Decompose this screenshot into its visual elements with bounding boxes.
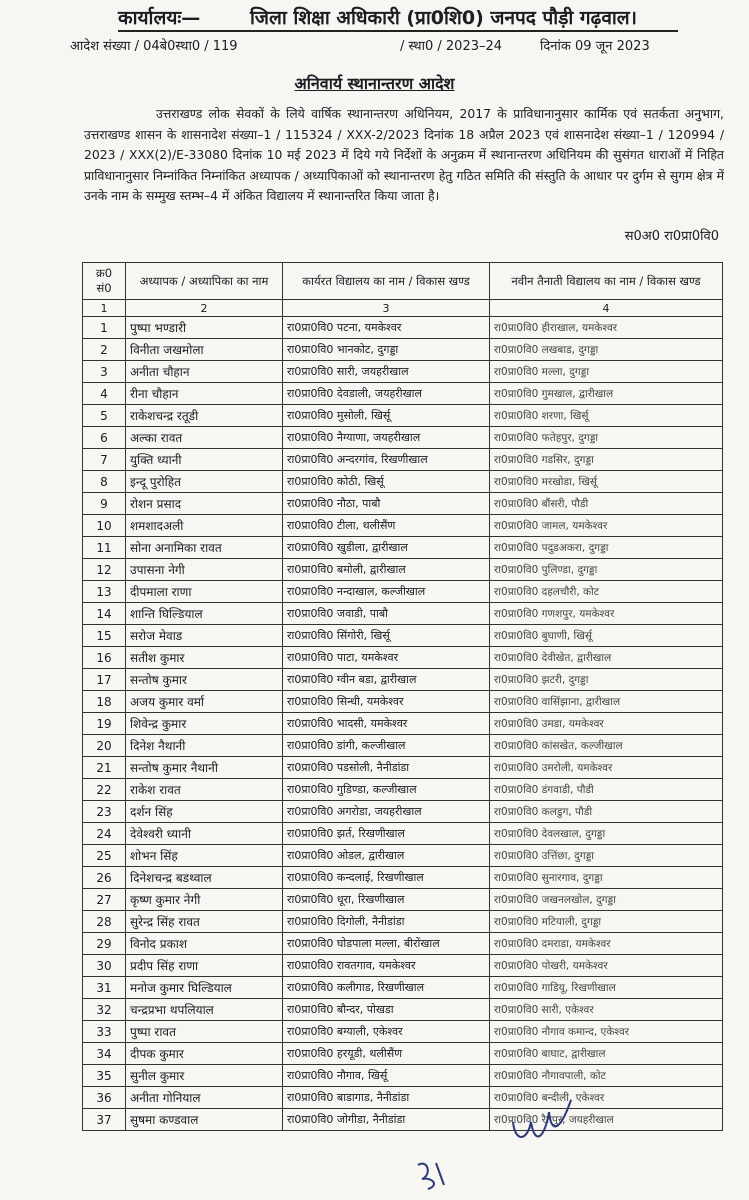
new-school-cell: रा0प्रा0वि0 लखबाड, दुगड्डा	[490, 339, 723, 361]
table-row	[83, 691, 723, 713]
new-school-cell: रा0प्रा0वि0 गाडियू, रिखणीखाल	[490, 977, 723, 999]
teacher-name-cell: अजय कुमार वर्मा	[126, 691, 283, 713]
teacher-name-cell: विनोद प्रकाश	[126, 933, 283, 955]
teacher-name-cell: अनीता गोनियाल	[126, 1087, 283, 1109]
teacher-name-cell: सन्तोष कुमार नैथानी	[126, 757, 283, 779]
serial-cell: 34	[83, 1043, 126, 1065]
new-school-cell: रा0प्रा0वि0 कांसखेत, कल्जीखाल	[490, 735, 723, 757]
order-number: आदेश संख्या / 04बे0स्था0 / 119	[70, 39, 238, 54]
current-school-cell: रा0प्रा0वि0 बाडागाड, नैनीडांडा	[283, 1087, 490, 1109]
teacher-name-cell: सोना अनामिका रावत	[126, 537, 283, 559]
current-school-cell: रा0प्रा0वि0 दिगोली, नैनीडांडा	[283, 911, 490, 933]
serial-cell: 19	[83, 713, 126, 735]
teacher-name-cell: सतीश कुमार	[126, 647, 283, 669]
column-index: 1	[83, 300, 126, 317]
teacher-name-cell: सरोज मेवाड	[126, 625, 283, 647]
order-paragraph: उत्तराखण्ड लोक सेवकों के लिये वार्षिक स्थानान्तरण अधिनियम, 2017 के प्राविधानानुसार कार्मिक एवं सतर्कता अनुभाग, उत्तराखण्ड शासन के शासनादेश संख्या–1 / 115324 / XXX-2/2023 दिनांक 18 अप्रैल 2023 एवं शासनादेश संख्या–1 / 120994 / 2023 / XXX(2)/E-33080 दिनांक 10 मई 2023 में दिये गये निर्देशों के अनुक्रम में स्थानान्तरण अधिनियम की सुसंगत धाराओं में निहित प्राविधानानुसार निम्नांकित निम्नांकित अध्यापक / अध्यापिकाओं को स्थानान्तरण हेतु गठित समिति की संस्तुति के आधार पर दुर्गम से सुगम क्षेत्र में उनके नाम के सम्मुख स्तम्भ–4 में अंकित विद्यालय में स्थानान्तरित किया जाता है।	[84, 106, 724, 203]
current-school-cell: रा0प्रा0वि0 हरयूडी, थलीसैंण	[283, 1043, 490, 1065]
current-school-cell: रा0प्रा0वि0 नैग्याणा, जयहरीखाल	[283, 427, 490, 449]
current-school-cell: रा0प्रा0वि0 जोगीडा, नैनीडांडा	[283, 1109, 490, 1131]
serial-cell: 2	[83, 339, 126, 361]
table-row	[83, 779, 723, 801]
teacher-name-cell: शोभन सिंह	[126, 845, 283, 867]
table-row	[83, 845, 723, 867]
teacher-name-cell: शमशादअली	[126, 515, 283, 537]
new-school-cell: रा0प्रा0वि0 वासिंझाना, द्वारीखाल	[490, 691, 723, 713]
serial-cell: 21	[83, 757, 126, 779]
serial-cell: 32	[83, 999, 126, 1021]
current-school-cell: रा0प्रा0वि0 भानकोट, दुगड्डा	[283, 339, 490, 361]
header-serial: क्र0 सं0	[83, 263, 126, 300]
serial-cell: 29	[83, 933, 126, 955]
table-row	[83, 1087, 723, 1109]
serial-cell: 37	[83, 1109, 126, 1131]
teacher-name-cell: इन्दू पुरोहित	[126, 471, 283, 493]
new-school-cell: रा0प्रा0वि0 उत्तिंछा, दुगड्डा	[490, 845, 723, 867]
current-school-cell: रा0प्रा0वि0 मुसोली, खिर्सू	[283, 405, 490, 427]
current-school-cell: रा0प्रा0वि0 खुडीला, द्वारीखाल	[283, 537, 490, 559]
current-school-cell: रा0प्रा0वि0 टीला, थलीसैंण	[283, 515, 490, 537]
serial-cell: 15	[83, 625, 126, 647]
serial-cell: 27	[83, 889, 126, 911]
teacher-name-cell: राकेश रावत	[126, 779, 283, 801]
serial-cell: 36	[83, 1087, 126, 1109]
new-school-cell: रा0प्रा0वि0 बाघाट, द्वारीखाल	[490, 1043, 723, 1065]
serial-cell: 28	[83, 911, 126, 933]
teacher-name-cell: कृष्ण कुमार नेगी	[126, 889, 283, 911]
teacher-name-cell: प्रदीप सिंह राणा	[126, 955, 283, 977]
serial-cell: 20	[83, 735, 126, 757]
teacher-name-cell: सुषमा कण्डवाल	[126, 1109, 283, 1131]
table-row	[83, 471, 723, 493]
teacher-name-cell: दिनेश नैथानी	[126, 735, 283, 757]
current-school-cell: रा0प्रा0वि0 देवडाली, जयहरीखाल	[283, 383, 490, 405]
serial-cell: 11	[83, 537, 126, 559]
new-school-cell: रा0प्रा0वि0 देवीखेत, द्वारीखाल	[490, 647, 723, 669]
current-school-cell: रा0प्रा0वि0 कोठी, खिर्सू	[283, 471, 490, 493]
new-school-cell: रा0प्रा0वि0 मल्ला, दुगड्डा	[490, 361, 723, 383]
table-row	[83, 515, 723, 537]
table-row	[83, 911, 723, 933]
teacher-name-cell: अनीता चौहान	[126, 361, 283, 383]
current-school-cell: रा0प्रा0वि0 अगरोडा, जयहरीखाल	[283, 801, 490, 823]
new-school-cell: रा0प्रा0वि0 पदुडअकरा, दुगड्डा	[490, 537, 723, 559]
teacher-name-cell: युक्ति ध्यानी	[126, 449, 283, 471]
table-row	[83, 427, 723, 449]
table-row	[83, 1021, 723, 1043]
table-row	[83, 317, 723, 339]
serial-cell: 10	[83, 515, 126, 537]
table-row	[83, 757, 723, 779]
table-row	[83, 669, 723, 691]
serial-cell: 7	[83, 449, 126, 471]
current-school-cell: रा0प्रा0वि0 सिन्धी, यमकेश्वर	[283, 691, 490, 713]
teacher-name-cell: अल्का रावत	[126, 427, 283, 449]
new-school-cell: रा0प्रा0वि0 रैतपुर, जयहरीखाल	[490, 1109, 723, 1131]
table-row	[83, 867, 723, 889]
new-school-cell: रा0प्रा0वि0 देवलखाल, दुगड्डा	[490, 823, 723, 845]
new-school-cell: रा0प्रा0वि0 कलडुग, पौडी	[490, 801, 723, 823]
new-school-cell: रा0प्रा0वि0 सारी, एकेश्वर	[490, 999, 723, 1021]
current-school-cell: रा0प्रा0वि0 सिंगोरी, खिर्सू	[283, 625, 490, 647]
table-row	[83, 603, 723, 625]
current-school-cell: रा0प्रा0वि0 घोडपाला मल्ला, बीरोंखाल	[283, 933, 490, 955]
new-school-cell: रा0प्रा0वि0 उमडा, यमकेश्वर	[490, 713, 723, 735]
current-school-cell: रा0प्रा0वि0 डांगी, कल्जीखाल	[283, 735, 490, 757]
table-header-row	[83, 263, 723, 300]
serial-cell: 31	[83, 977, 126, 999]
table-row	[83, 339, 723, 361]
new-school-cell: रा0प्रा0वि0 हीराखाल, यमकेश्वर	[490, 317, 723, 339]
serial-cell: 17	[83, 669, 126, 691]
table-row	[83, 647, 723, 669]
current-school-cell: रा0प्रा0वि0 नौठा, पाबौ	[283, 493, 490, 515]
serial-cell: 30	[83, 955, 126, 977]
current-school-cell: रा0प्रा0वि0 कलीगाड, रिखणीखाल	[283, 977, 490, 999]
serial-cell: 5	[83, 405, 126, 427]
teacher-name-cell: उपासना नेगी	[126, 559, 283, 581]
table-row	[83, 933, 723, 955]
teacher-name-cell: शान्ति घिल्डियाल	[126, 603, 283, 625]
office-label: कार्यालयः—	[118, 7, 201, 29]
new-school-cell: रा0प्रा0वि0 नौगावपाली, कोट	[490, 1065, 723, 1087]
table-row	[83, 537, 723, 559]
current-school-cell: रा0प्रा0वि0 झर्त, रिखणीखाल	[283, 823, 490, 845]
table-row	[83, 625, 723, 647]
current-school-cell: रा0प्रा0वि0 गुडिण्डा, कल्जीखाल	[283, 779, 490, 801]
serial-cell: 13	[83, 581, 126, 603]
order-establishment: / स्था0 / 2023–24	[400, 39, 503, 54]
teacher-name-cell: देवेश्वरी ध्यानी	[126, 823, 283, 845]
teacher-name-cell: विनीता जखमोला	[126, 339, 283, 361]
header-current-school: कार्यरत विद्यालय का नाम / विकास खण्ड	[283, 263, 490, 300]
teacher-name-cell: सुनील कुमार	[126, 1065, 283, 1087]
table-row	[83, 1043, 723, 1065]
current-school-cell: रा0प्रा0वि0 धूरा, रिखणीखाल	[283, 889, 490, 911]
current-school-cell: रा0प्रा0वि0 ओडल, द्वारीखाल	[283, 845, 490, 867]
teacher-name-cell: सुरेन्द्र सिंह रावत	[126, 911, 283, 933]
serial-cell: 6	[83, 427, 126, 449]
table-row	[83, 801, 723, 823]
new-school-cell: रा0प्रा0वि0 सुनारगाव, दुगड्डा	[490, 867, 723, 889]
serial-cell: 14	[83, 603, 126, 625]
current-school-cell: रा0प्रा0वि0 पडसोली, नैनीडांडा	[283, 757, 490, 779]
current-school-cell: रा0प्रा0वि0 भादसी, यमकेश्वर	[283, 713, 490, 735]
table-row	[83, 405, 723, 427]
header-teacher-name: अध्यापक / अध्यापिका का नाम	[126, 263, 283, 300]
new-school-cell: रा0प्रा0वि0 शरणा, खिर्सू	[490, 405, 723, 427]
table-row	[83, 383, 723, 405]
new-school-cell: रा0प्रा0वि0 बुघाणी, खिर्सू	[490, 625, 723, 647]
serial-cell: 24	[83, 823, 126, 845]
table-row	[83, 1109, 723, 1131]
new-school-cell: रा0प्रा0वि0 डंगवाडी, पौडी	[490, 779, 723, 801]
transfer-table	[82, 262, 723, 1131]
current-school-cell: रा0प्रा0वि0 पाटा, यमकेश्वर	[283, 647, 490, 669]
new-school-cell: रा0प्रा0वि0 पुलिण्डा, दुगड्डा	[490, 559, 723, 581]
current-school-cell: रा0प्रा0वि0 बमोली, द्वारीखाल	[283, 559, 490, 581]
table-row	[83, 449, 723, 471]
new-school-cell: रा0प्रा0वि0 दमराडा, यमकेश्वर	[490, 933, 723, 955]
column-index: 2	[126, 300, 283, 317]
teacher-name-cell: रीना चौहान	[126, 383, 283, 405]
serial-cell: 33	[83, 1021, 126, 1043]
teacher-name-cell: मनोज कुमार घिल्डियाल	[126, 977, 283, 999]
serial-cell: 1	[83, 317, 126, 339]
serial-cell: 4	[83, 383, 126, 405]
serial-cell: 12	[83, 559, 126, 581]
initials-mark	[410, 1155, 460, 1195]
current-school-cell: रा0प्रा0वि0 जवाडी, पाबौ	[283, 603, 490, 625]
serial-cell: 35	[83, 1065, 126, 1087]
table-row	[83, 735, 723, 757]
serial-cell: 16	[83, 647, 126, 669]
current-school-cell: रा0प्रा0वि0 ग्वीन बडा, द्वारीखाल	[283, 669, 490, 691]
new-school-cell: रा0प्रा0वि0 झटरी, दुगड्डा	[490, 669, 723, 691]
current-school-cell: रा0प्रा0वि0 बौन्दर, पोखडा	[283, 999, 490, 1021]
table-row	[83, 493, 723, 515]
serial-cell: 3	[83, 361, 126, 383]
serial-cell: 9	[83, 493, 126, 515]
teacher-name-cell: चन्द्रप्रभा थपलियाल	[126, 999, 283, 1021]
serial-cell: 22	[83, 779, 126, 801]
teacher-name-cell: पुष्पा भण्डारी	[126, 317, 283, 339]
column-index: 3	[283, 300, 490, 317]
header-new-school: नवीन तैनाती विद्यालय का नाम / विकास खण्ड	[490, 263, 723, 300]
teacher-name-cell: सन्तोष कुमार	[126, 669, 283, 691]
new-school-cell: रा0प्रा0वि0 गुमखाल, द्वारीखाल	[490, 383, 723, 405]
serial-cell: 25	[83, 845, 126, 867]
teacher-name-cell: दिनेशचन्द्र बडथ्वाल	[126, 867, 283, 889]
new-school-cell: रा0प्रा0वि0 बौंसरी, पौडी	[490, 493, 723, 515]
current-school-cell: रा0प्रा0वि0 नौगाव, खिर्सू	[283, 1065, 490, 1087]
new-school-cell: रा0प्रा0वि0 जखनलखोल, दुगड्डा	[490, 889, 723, 911]
table-row	[83, 581, 723, 603]
new-school-cell: रा0प्रा0वि0 उमरोली, यमकेश्वर	[490, 757, 723, 779]
serial-cell: 18	[83, 691, 126, 713]
new-school-cell: रा0प्रा0वि0 नौगाव कमान्द, एकेश्वर	[490, 1021, 723, 1043]
current-school-cell: रा0प्रा0वि0 पटना, यमकेश्वर	[283, 317, 490, 339]
current-school-cell: रा0प्रा0वि0 अन्दरगांव, रिखणीखाल	[283, 449, 490, 471]
document-title: अनिवार्य स्थानान्तरण आदेश	[294, 74, 455, 93]
header-underline	[118, 30, 678, 32]
signature-mark	[505, 1092, 585, 1152]
teacher-name-cell: राकेशचन्द्र रतूडी	[126, 405, 283, 427]
new-school-cell: रा0प्रा0वि0 गणशपुर, यमकेश्वर	[490, 603, 723, 625]
new-school-cell: रा0प्रा0वि0 दहलचौरी, कोट	[490, 581, 723, 603]
table-row	[83, 889, 723, 911]
serial-cell: 23	[83, 801, 126, 823]
teacher-name-cell: पुष्पा रावत	[126, 1021, 283, 1043]
new-school-cell: रा0प्रा0वि0 पोखरी, यमकेश्वर	[490, 955, 723, 977]
table-row	[83, 999, 723, 1021]
teacher-name-cell: दीपक कुमार	[126, 1043, 283, 1065]
current-school-cell: रा0प्रा0वि0 कन्दलाई, रिखणीखाल	[283, 867, 490, 889]
new-school-cell: रा0प्रा0वि0 मरखोडा, खिर्सू	[490, 471, 723, 493]
teacher-name-cell: रोशन प्रसाद	[126, 493, 283, 515]
table-row	[83, 1065, 723, 1087]
column-index: 4	[490, 300, 723, 317]
table-row	[83, 977, 723, 999]
office-name: जिला शिक्षा अधिकारी (प्रा0शि0) जनपद पौड़ी गढ़वाल।	[250, 7, 637, 29]
column-index-row	[83, 300, 723, 317]
current-school-cell: रा0प्रा0वि0 बग्याली, एकेश्वर	[283, 1021, 490, 1043]
teacher-name-cell: दीपमाला राणा	[126, 581, 283, 603]
current-school-cell: रा0प्रा0वि0 सारी, जयहरीखाल	[283, 361, 490, 383]
serial-cell: 26	[83, 867, 126, 889]
current-school-cell: रा0प्रा0वि0 रावतगाव, यमकेश्वर	[283, 955, 490, 977]
order-date: दिनांक 09 जून 2023	[540, 39, 650, 54]
new-school-cell: रा0प्रा0वि0 जामल, यमकेश्वर	[490, 515, 723, 537]
table-row	[83, 955, 723, 977]
teacher-name-cell: दर्शन सिंह	[126, 801, 283, 823]
table-row	[83, 559, 723, 581]
new-school-cell: रा0प्रा0वि0 फतेहपुर, दुगड्डा	[490, 427, 723, 449]
new-school-cell: रा0प्रा0वि0 गडसिर, दुगड्डा	[490, 449, 723, 471]
office-code: स0अ0 रा0प्रा0वि0	[624, 229, 719, 244]
new-school-cell: रा0प्रा0वि0 बन्दीली, एकेश्वर	[490, 1087, 723, 1109]
table-row	[83, 713, 723, 735]
table-row	[83, 361, 723, 383]
teacher-name-cell: शिवेन्द्र कुमार	[126, 713, 283, 735]
new-school-cell: रा0प्रा0वि0 मटियाली, दुगड्डा	[490, 911, 723, 933]
serial-cell: 8	[83, 471, 126, 493]
current-school-cell: रा0प्रा0वि0 नन्दाखाल, कल्जीखाल	[283, 581, 490, 603]
table-row	[83, 823, 723, 845]
